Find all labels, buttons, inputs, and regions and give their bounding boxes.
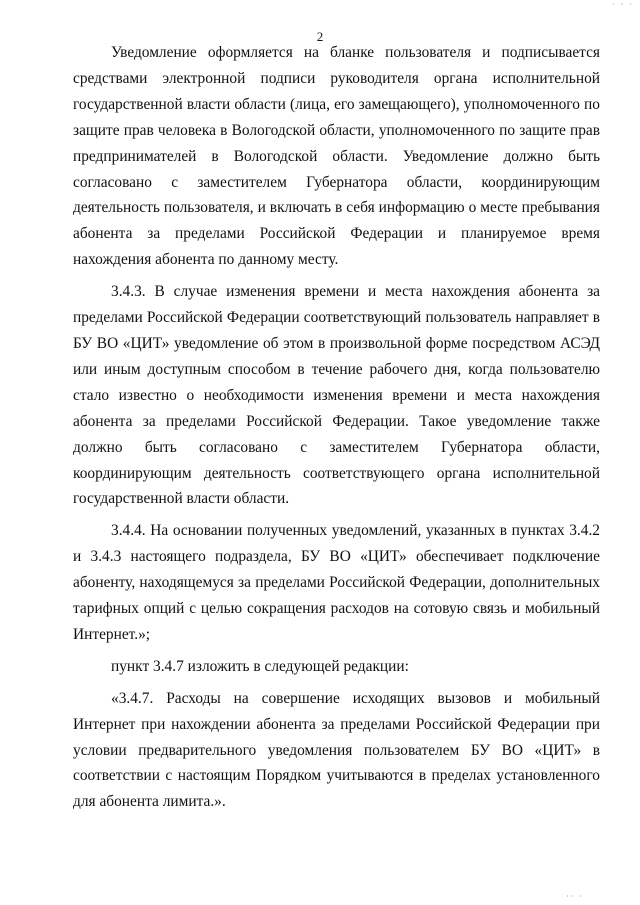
paragraph-amend-3-4-7: пункт 3.4.7 изложить в следующей редакции:: [111, 657, 409, 675]
scan-mark-top: · · ·: [612, 0, 634, 9]
page-number: 2: [316, 29, 324, 44]
paragraph-3-4-4: 3.4.4. На основании полученных уведомлений, указанных в пунктах 3.4.2 и 3.4.3 настоящего подраздела, БУ ВО «ЦИТ» обеспечивает подключение абоненту, находящемуся за пределами Российской Федерации, дополнительных тарифных опций с целью сокращения расходов на сотовую связь и мобильный Интернет.»;: [73, 522, 600, 643]
scan-mark-bottom: ·· ·: [566, 892, 584, 901]
paragraph-3-4-3: 3.4.3. В случае изменения времени и места нахождения абонента за пределами Российской Федерации соответствующий пользователь направляет в БУ ВО «ЦИТ» уведомление об этом в произвольной форме посредством АСЭД или иным доступным способом в течение рабочего дня, когда пользователю стало известно о необходимости изменения времени и места нахождения абонента за пределами Российской Федерации. Такое уведомление также должно быть согласовано с заместителем Губернатора области, координирующим деятельность соответствующего органа исполнительной государственной власти области.: [73, 283, 600, 508]
paragraph-3-4-7: «3.4.7. Расходы на совершение исходящих вызовов и мобильный Интернет при нахождении абонента за пределами Российской Федерации при условии предварительного уведомления пользователем БУ ВО «ЦИТ» в соответствии с настоящим Порядком учитываются в пределах установленного для абонента лимита.».: [73, 689, 600, 811]
paragraph-notification-form: Уведомление оформляется на бланке пользователя и подписывается средствами электронной подписи руководителя органа исполнительной государственной власти области (лица, его замещающего), уполномоченного по защите прав человека в Вологодской области, уполномоченного по защите прав предпринимателей в Вологодской области. Уведомление должно быть согласовано с заместителем Губернатора области, координирующим деятельность пользователя, и включать в себя информацию о месте пребывания абонента за пределами Российской Федерации и планируемое время нахождения абонента по данному месту.: [73, 44, 600, 269]
document-body: [73, 40, 600, 815]
